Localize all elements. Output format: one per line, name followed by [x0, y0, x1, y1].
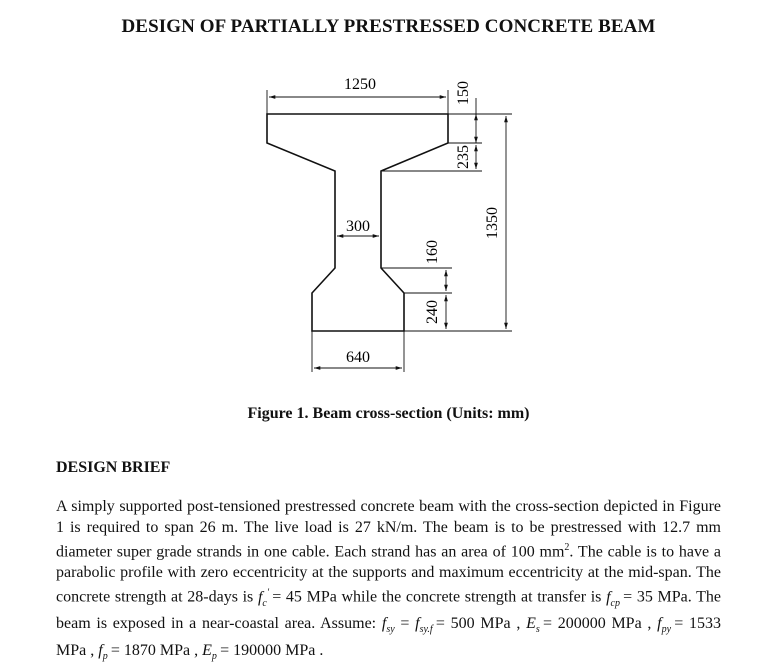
dim-bottom-flange-depth-label: 240 — [424, 300, 441, 324]
dim-total-depth-label: 1350 — [484, 207, 501, 239]
dim-web-width-label: 300 — [346, 218, 370, 235]
fsy-value: = 500 MPa , — [435, 615, 521, 633]
symbol-es: $E_s$ — [526, 615, 540, 636]
fc-value: = 45 MPa — [272, 588, 337, 606]
dim-top-flange-depth-label: 150 — [455, 81, 472, 105]
symbol-fp: $f_p$ — [98, 642, 108, 663]
dim-top-width — [267, 90, 448, 114]
brief-text-1: A simply supported post-tensioned prestressed concrete beam with the cross-section depicted in Figure 1 is required to span 26 m. The live load is 27 kN/m. The beam is to be prestressed with 12.7 mm diameter super grade strands in one cable. Each strand has an area of 100 mm — [56, 498, 721, 561]
dim-top-width-label: 1250 — [344, 76, 376, 93]
brief-text-3: while the concrete strength at transfer is — [336, 588, 607, 606]
fp-value: = 1870 MPa , — [110, 642, 199, 660]
dim-bottom-width-label: 640 — [346, 349, 370, 366]
brief-text-4: The beam is exposed in a near-coastal area. Assume: — [56, 588, 722, 633]
ep-value: = 190000 MPa . — [220, 642, 324, 660]
symbol-fcp: $f_{cp}$ — [606, 588, 620, 609]
brief-text-1-superscript: 2 — [564, 542, 570, 553]
es-value: = 200000 MPa , — [542, 615, 652, 633]
figure-caption: Figure 1. Beam cross-section (Units: mm) — [247, 405, 530, 422]
design-brief-paragraph: A simply supported post-tensioned prestressed concrete beam with the cross-section depicted in Figure 1 is required to span 26 m. The live load is 27 kN/m. The beam is to be prestressed with 12.7 mm diameter super grade strands in one cable. Each strand has an area of 100 $mm^2$. The cable is to have a parabolic profile with zero eccentricity at the supports and maximum eccentricity at the mid-span. The concrete strength at 28-days is $f_c' = 45$ MPa while the concrete strength at transfer is $f_{cp} = 35$ MPa. The beam is exposed in a near-coastal area. Assume: $f_{sy} = f_{sy.f} = 500$ MPa , $E_s = 200000$ MPa , $f_{py} = 1533$ MPa , $f_p = 1870$ MPa , $E_p = 190000$ MPa . — [56, 498, 722, 663]
symbol-fsyf: $f_{sy.f}$ — [415, 615, 433, 636]
symbol-fc: $f_c'$ — [257, 587, 270, 609]
fcp-value: = 35 MPa. — [623, 588, 692, 606]
page-title: DESIGN OF PARTIALLY PRESTRESSED CONCRETE BEAM — [121, 16, 656, 37]
dim-bottom-haunch-depth-label: 160 — [424, 240, 441, 264]
symbol-ep: $E_p$ — [202, 642, 217, 663]
design-brief-heading: DESIGN BRIEF — [56, 459, 171, 476]
symbol-fsy: $f_{sy}$ — [381, 615, 395, 636]
fpy-value: = 1533 MPa , — [56, 615, 722, 660]
brief-text-2: . The cable is to have a parabolic profile with zero eccentricity at the supports and maximum eccentricity at the mid-span. The concrete strength at 28-days is — [56, 543, 721, 606]
symbol-fpy: $f_{py}$ — [657, 615, 672, 636]
dim-top-haunch-depth-label: 235 — [455, 145, 472, 169]
